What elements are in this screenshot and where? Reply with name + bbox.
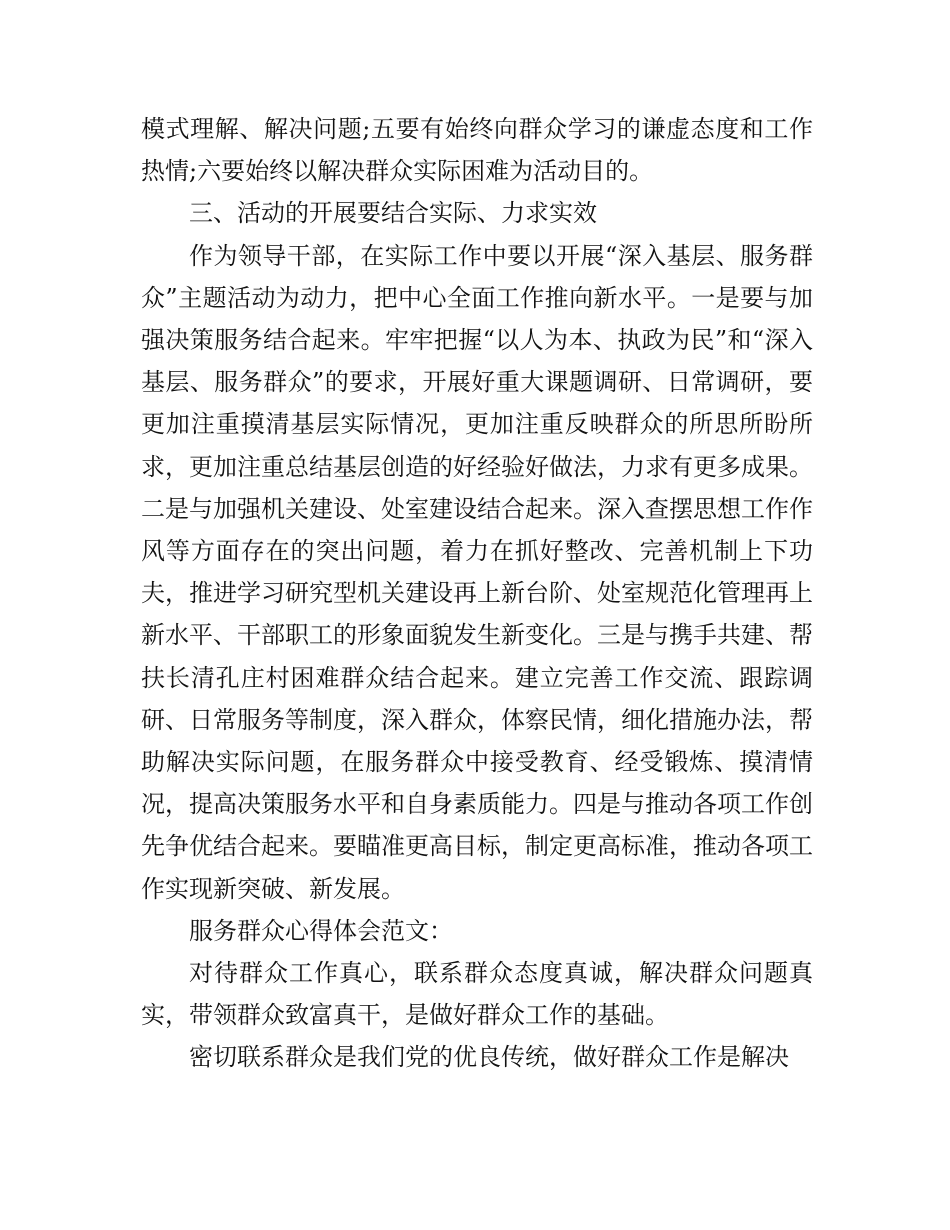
paragraph-intro: 对待群众工作真心，联系群众态度真诚，解决群众问题真实，带领群众致富真干，是做好群众工作的基础。 [141, 959, 813, 1030]
paragraph-body: 作为领导干部，在实际工作中要以开展“深入基层、服务群众”主题活动为动力，把中心全面工作推向新水平。一是要与加强决策服务结合起来。牢牢把握“以人为本、执政为民”和“深入基层、服务群众”的要求，开展好重大课题调研、日常调研，要更加注重摸清基层实际情况，更加注重反映群众的所思所盼所求，更加注重总结基层创造的好经验好做法，力求有更多成果。二是与加强机关建设、处室建设结合起来。深入查摆思想工作作风等方面存在的突出问题，着力在抓好整改、完善机制上下功夫，推进学习研究型机关建设再上新台阶、处室规范化管理再上新水平、干部职工的形象面貌发生新变化。三是与携手共建、帮扶长清孔庄村困难群众结合起来。建立完善工作交流、跟踪调研、日常服务等制度，深入群众，体察民情，细化措施办法，帮助解决实际问题，在服务群众中接受教育、经受锻炼、摸清情况，提高决策服务水平和自身素质能力。四是与推动各项工作创先争优结合起来。要瞄准更高目标，制定更高标准，推动各项工作实现新突破、新发展。 [141, 241, 813, 903]
document-body [141, 108, 813, 1079]
paragraph-continuation: 模式理解、解决问题;五要有始终向群众学习的谦虚态度和工作热情;六要始终以解决群众实际困难为活动目的。 [141, 115, 813, 186]
paragraph-trailing: 密切联系群众是我们党的优良传统，做好群众工作是解决 [189, 1043, 789, 1072]
section-heading-three: 三、活动的开展要结合实际、力求实效 [189, 199, 597, 228]
essay-title: 服务群众心得体会范文： [189, 916, 453, 945]
